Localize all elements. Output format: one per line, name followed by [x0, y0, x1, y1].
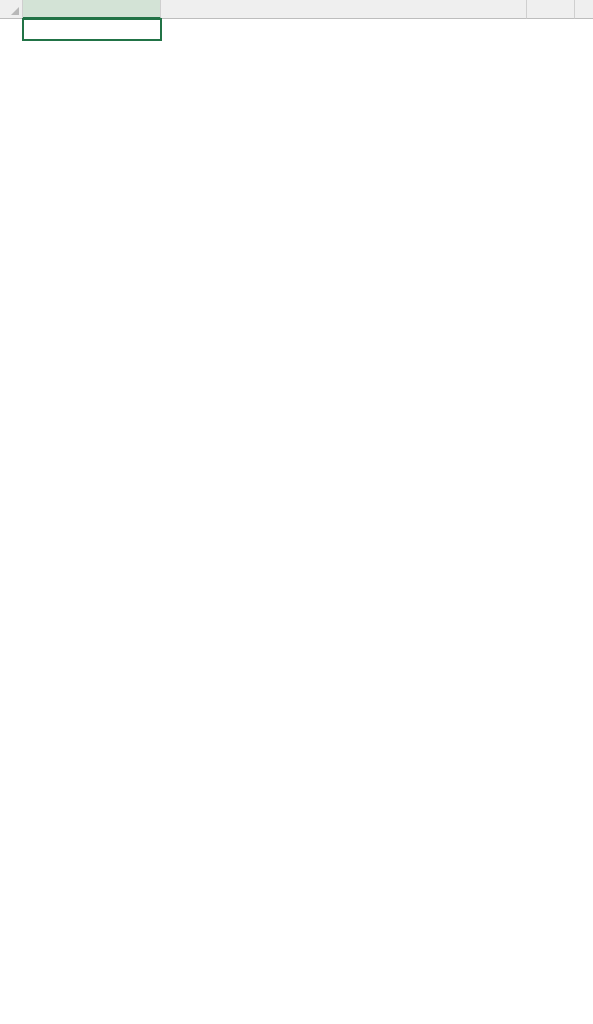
- column-header-a[interactable]: [23, 0, 161, 19]
- column-header-c[interactable]: [527, 0, 575, 19]
- column-header-b[interactable]: [161, 0, 527, 19]
- active-cell-a1[interactable]: [22, 18, 162, 41]
- select-all-corner[interactable]: [0, 0, 23, 19]
- column-header-filler: [575, 0, 593, 19]
